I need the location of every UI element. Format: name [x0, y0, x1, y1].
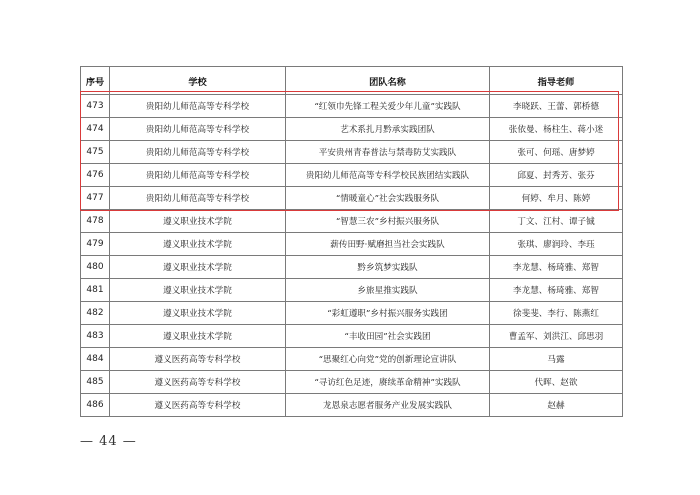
cell-school: 遵义职业技术学院: [110, 233, 286, 256]
header-team-name: 团队名称: [286, 67, 490, 95]
cell-number: 484: [81, 348, 110, 371]
cell-team-name: “丰收田园”社会实践团: [286, 325, 490, 348]
cell-team-name: “寻访红色足迹，赓续革命精神”实践队: [286, 371, 490, 394]
table-row: [81, 256, 623, 279]
cell-number: 474: [81, 118, 110, 141]
cell-team-name: 艺术系扎月黔承实践团队: [286, 118, 490, 141]
header-school: 学校: [110, 67, 286, 95]
team-roster-table: [80, 66, 623, 417]
header-number: 序号: [81, 67, 110, 95]
table-row: [81, 302, 623, 325]
table-row: [81, 279, 623, 302]
cell-advisors: 曹孟军、刘洪江、邱思羽: [490, 325, 623, 348]
table-row: [81, 141, 623, 164]
cell-advisors: 何婷、牟月、陈婷: [490, 187, 623, 210]
table-header-row: [81, 67, 623, 95]
cell-advisors: 马露: [490, 348, 623, 371]
cell-number: 486: [81, 394, 110, 417]
cell-number: 475: [81, 141, 110, 164]
cell-advisors: 徐斐斐、李行、陈燕红: [490, 302, 623, 325]
cell-advisors: 李龙慧、杨琦雅、郑智: [490, 256, 623, 279]
cell-school: 贵阳幼儿师范高等专科学校: [110, 95, 286, 118]
cell-team-name: “思聚红心向党”党的创新理论宣讲队: [286, 348, 490, 371]
cell-advisors: 张可、何瑶、唐梦婷: [490, 141, 623, 164]
cell-team-name: “彩虹遵职”乡村振兴服务实践团: [286, 302, 490, 325]
table-row: [81, 348, 623, 371]
cell-number: 477: [81, 187, 110, 210]
cell-advisors: 丁文、江村、谭子铖: [490, 210, 623, 233]
cell-advisors: 赵赫: [490, 394, 623, 417]
cell-advisors: 张依曼、杨柱生、蒋小迷: [490, 118, 623, 141]
table-row: [81, 164, 623, 187]
cell-team-name: “情暖童心”社会实践服务队: [286, 187, 490, 210]
cell-advisors: 张琪、廖润玲、李珏: [490, 233, 623, 256]
cell-school: 遵义医药高等专科学校: [110, 371, 286, 394]
cell-number: 480: [81, 256, 110, 279]
cell-team-name: 龙恩泉志愿者服务产业发展实践队: [286, 394, 490, 417]
cell-school: 遵义职业技术学院: [110, 256, 286, 279]
table-row: [81, 210, 623, 233]
cell-school: 遵义职业技术学院: [110, 325, 286, 348]
cell-team-name: 黔乡筑梦实践队: [286, 256, 490, 279]
cell-school: 遵义职业技术学院: [110, 210, 286, 233]
cell-team-name: 贵阳幼儿师范高等专科学校民族团结实践队: [286, 164, 490, 187]
cell-school: 遵义医药高等专科学校: [110, 394, 286, 417]
cell-team-name: 薪传田野·赋磨担当社会实践队: [286, 233, 490, 256]
cell-advisors: 李晓跃、王蕾、郭桥德: [490, 95, 623, 118]
cell-school: 遵义职业技术学院: [110, 302, 286, 325]
table-row: [81, 118, 623, 141]
table-row: [81, 233, 623, 256]
cell-school: 贵阳幼儿师范高等专科学校: [110, 164, 286, 187]
cell-advisors: 邱夏、封秀芳、张芬: [490, 164, 623, 187]
cell-number: 483: [81, 325, 110, 348]
table-row: [81, 95, 623, 118]
table-row: [81, 371, 623, 394]
cell-team-name: 乡旅星推实践队: [286, 279, 490, 302]
cell-number: 479: [81, 233, 110, 256]
cell-advisors: 李龙慧、杨琦雅、郑智: [490, 279, 623, 302]
cell-school: 遵义医药高等专科学校: [110, 348, 286, 371]
cell-team-name: “智慧三农”乡村振兴服务队: [286, 210, 490, 233]
header-advisors: 指导老师: [490, 67, 623, 95]
cell-number: 478: [81, 210, 110, 233]
cell-number: 481: [81, 279, 110, 302]
table-row: [81, 325, 623, 348]
cell-school: 贵阳幼儿师范高等专科学校: [110, 118, 286, 141]
cell-number: 485: [81, 371, 110, 394]
page-number: — 44 —: [80, 434, 137, 449]
cell-school: 贵阳幼儿师范高等专科学校: [110, 187, 286, 210]
cell-number: 482: [81, 302, 110, 325]
cell-school: 遵义职业技术学院: [110, 279, 286, 302]
table-row: [81, 394, 623, 417]
cell-team-name: “红领巾先锋工程关爱少年儿童”实践队: [286, 95, 490, 118]
cell-advisors: 代晖、赵欲: [490, 371, 623, 394]
table-row: [81, 187, 623, 210]
cell-number: 473: [81, 95, 110, 118]
cell-number: 476: [81, 164, 110, 187]
cell-school: 贵阳幼儿师范高等专科学校: [110, 141, 286, 164]
cell-team-name: 平安贵州青春普法与禁毒防艾实践队: [286, 141, 490, 164]
